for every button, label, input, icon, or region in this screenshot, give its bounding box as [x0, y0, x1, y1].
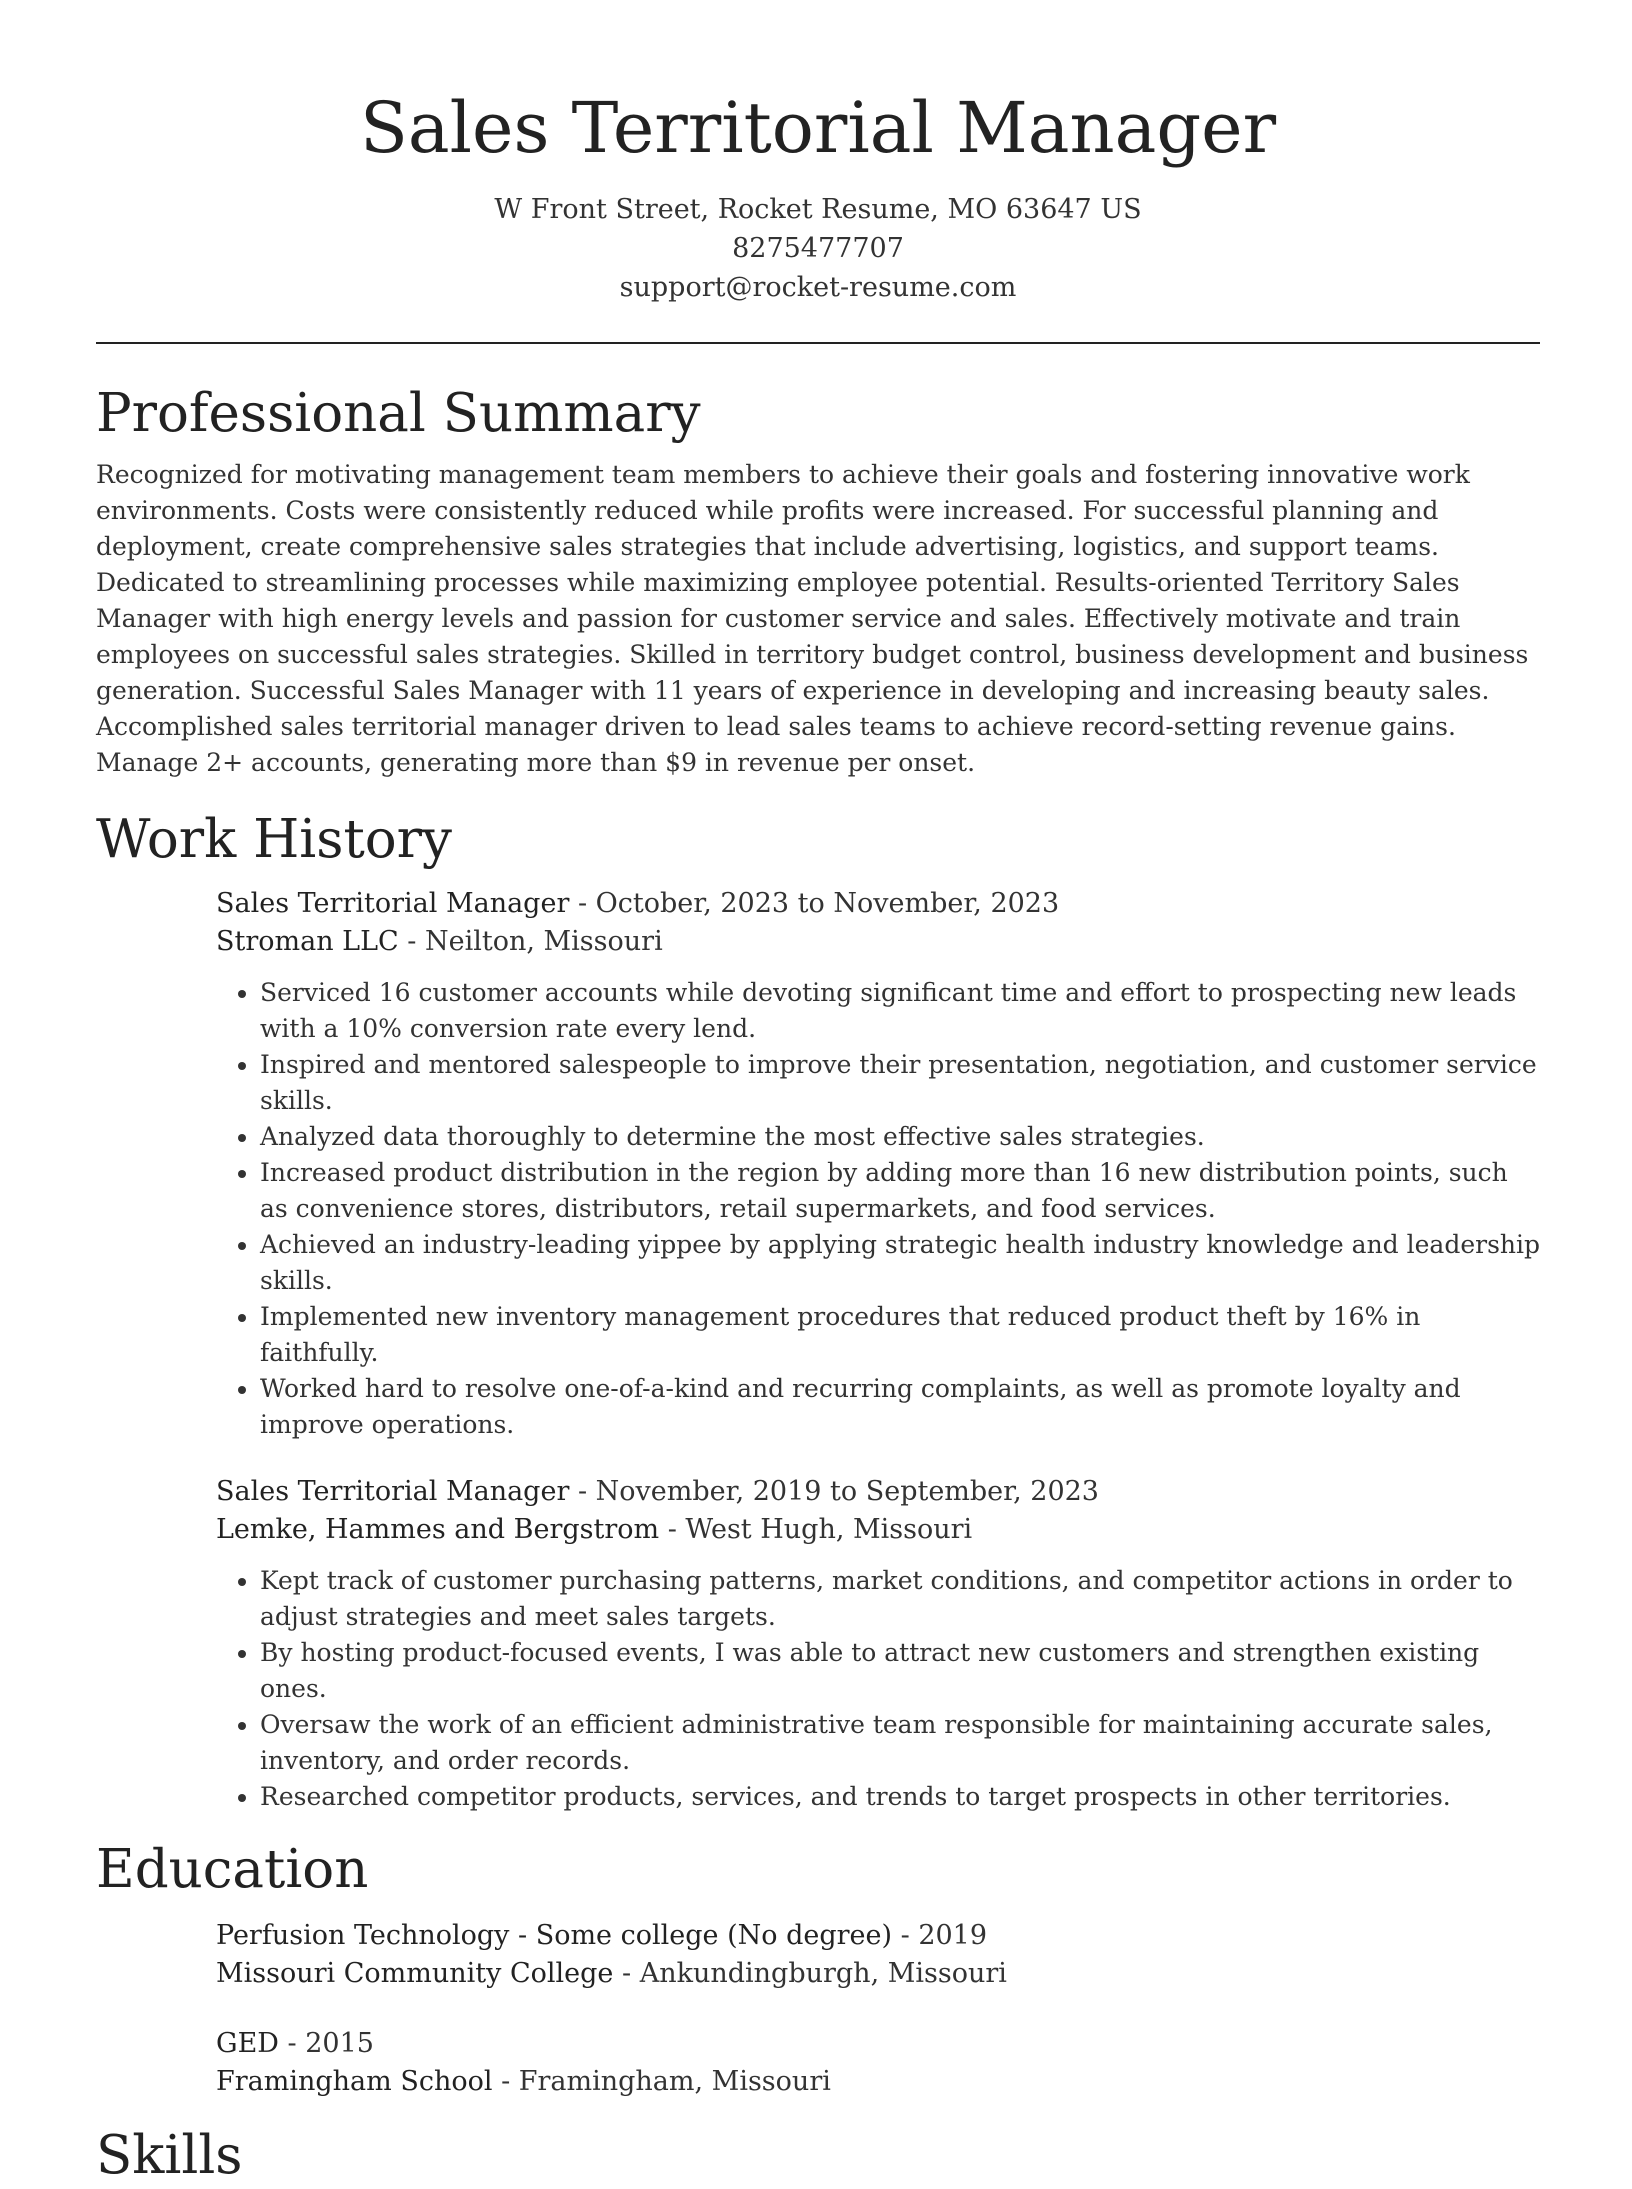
work-bullet: • Worked hard to resolve one-of-a-kind and recurring complaints, as well as promote loyalty and improve operations.	[260, 1371, 1540, 1443]
work-bullet: • Oversaw the work of an efficient administrative team responsible for maintaining accurate sales, inventory, and order records.	[260, 1707, 1540, 1779]
education-school-line	[216, 1955, 1540, 1993]
school-name: Framingham School	[216, 2066, 493, 2097]
education-school-line	[216, 2063, 1540, 2101]
job-dates: - November, 2019 to September, 2023	[569, 1476, 1099, 1507]
degree-name: GED	[216, 2028, 279, 2059]
degree-year: - 2015	[278, 2028, 374, 2059]
degree-name: Perfusion Technology - Some college (No degree)	[216, 1920, 893, 1951]
candidate-name: Sales Territorial Manager	[359, 87, 1277, 169]
education-section-title: Education	[96, 1839, 369, 1900]
job-title: Sales Territorial Manager	[216, 1476, 570, 1507]
contact-phone: 8275477707	[732, 233, 904, 264]
work-bullet: • Researched competitor products, services, and trends to target prospects in other territories.	[260, 1779, 1540, 1815]
contact-address: W Front Street, Rocket Resume, MO 63647 US	[494, 194, 1142, 225]
summary-section-title: Professional Summary	[96, 383, 701, 444]
work-bullet: • Serviced 16 customer accounts while devoting significant time and effort to prospecting new leads with a 10% conversion rate every lend.	[260, 975, 1540, 1047]
header-divider	[96, 342, 1540, 344]
education-entry	[216, 1917, 1540, 1993]
work-bullet: • Inspired and mentored salespeople to improve their presentation, negotiation, and customer service skills.	[260, 1047, 1540, 1119]
work-entry-title-line	[216, 885, 1540, 923]
work-bullet: • Implemented new inventory management procedures that reduced product theft by 16% in faithfully.	[260, 1299, 1540, 1371]
work-bullet-list	[216, 975, 1540, 1443]
company-name: Stroman LLC	[216, 926, 399, 957]
company-location: - Neilton, Missouri	[398, 926, 663, 957]
education-entry	[216, 2025, 1540, 2101]
resume-page	[96, 0, 1540, 2189]
company-name: Lemke, Hammes and Bergstrom	[216, 1514, 660, 1545]
education-degree-line	[216, 1917, 1540, 1955]
work-entry-company-line	[216, 1511, 1540, 1549]
work-bullet-list	[216, 1563, 1540, 1815]
work-bullet: • By hosting product-focused events, I was able to attract new customers and strengthen existing ones.	[260, 1635, 1540, 1707]
skills-section-title: Skills	[96, 2125, 243, 2186]
school-location: - Ankundingburgh, Missouri	[613, 1958, 1007, 1989]
degree-year: - 2019	[892, 1920, 988, 1951]
education-degree-line	[216, 2025, 1540, 2063]
work-bullet: • Increased product distribution in the region by adding more than 16 new distribution points, such as convenience stores, distributors, retail supermarkets, and food services.	[260, 1155, 1540, 1227]
company-location: - West Hugh, Missouri	[659, 1514, 973, 1545]
work-section-title: Work History	[96, 809, 452, 870]
work-bullet: • Achieved an industry-leading yippee by applying strategic health industry knowledge and leadership skills.	[260, 1227, 1540, 1299]
work-bullet: • Analyzed data thoroughly to determine the most effective sales strategies.	[260, 1119, 1540, 1155]
work-entry	[216, 1473, 1540, 1815]
school-location: - Framingham, Missouri	[492, 2066, 831, 2097]
school-name: Missouri Community College	[216, 1958, 614, 1989]
summary-text: Recognized for motivating management team members to achieve their goals and fostering innovative work environments. Costs were consistently reduced while profits were increased. For successful planning and deployment, create comprehensive sales strategies that include advertising, logistics, and support teams. Dedicated to streamlining processes while maximizing employee potential. Results-oriented Territory Sales Manager with high energy levels and passion for customer service and sales. Effectively motivate and train employees on successful sales strategies. Skilled in territory budget control, business development and business generation. Successful Sales Manager with 11 years of experience in developing and increasing beauty sales. Accomplished sales territorial manager driven to lead sales teams to achieve record-setting revenue gains. Manage 2+ accounts, generating more than $9 in revenue per onset.	[96, 460, 1529, 777]
contact-block	[96, 190, 1540, 307]
work-entry	[216, 885, 1540, 1443]
work-entry-company-line	[216, 923, 1540, 961]
resume-header	[96, 0, 1540, 307]
work-entry-title-line	[216, 1473, 1540, 1511]
job-dates: - October, 2023 to November, 2023	[569, 888, 1060, 919]
job-title: Sales Territorial Manager	[216, 888, 570, 919]
work-bullet: • Kept track of customer purchasing patterns, market conditions, and competitor actions in order to adjust strategies and meet sales targets.	[260, 1563, 1540, 1635]
contact-email: support@rocket-resume.com	[619, 272, 1017, 303]
